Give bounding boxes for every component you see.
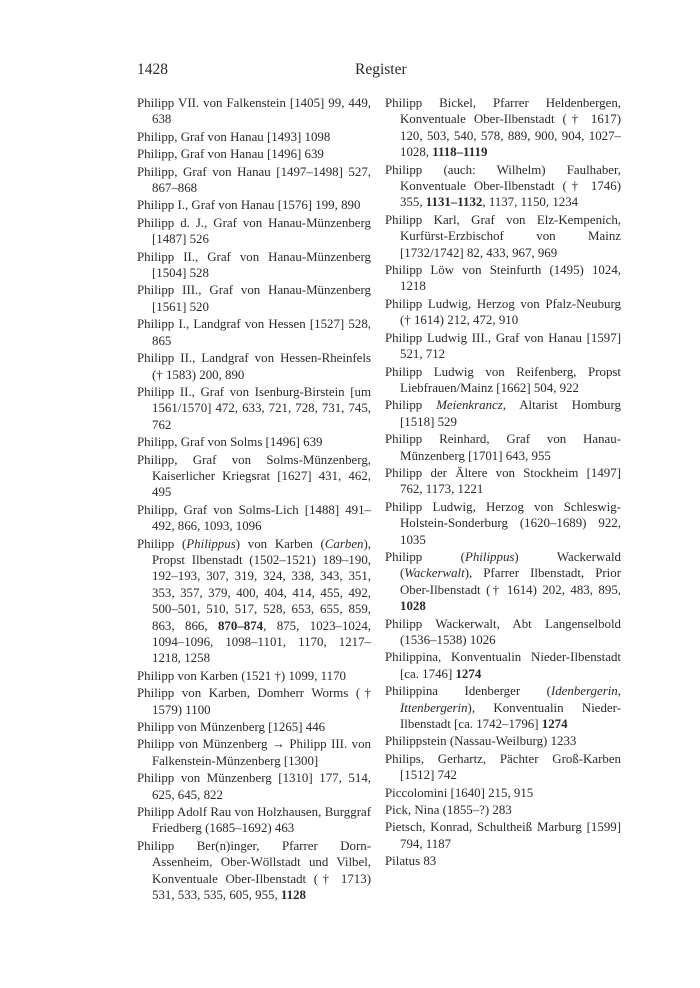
index-entry-text: Philipp, Graf von Hanau [1496] 639 (137, 147, 324, 162)
index-entry (137, 838, 371, 904)
index-entry-text: Pick, Nina (1855–?) 283 (385, 803, 512, 818)
index-entry (385, 853, 621, 869)
index-entry (385, 819, 621, 852)
index-entry-text: Philipp, Graf von Solms [1496] 639 (137, 435, 323, 450)
index-entry-text: Philippstein (Nassau-Weilburg) 1233 (385, 734, 577, 749)
index-entry-text: , 1137, 1150, 1234 (482, 195, 579, 210)
index-entry-text: Philipp von Karben, Domherr Worms († 1579) 1100 (137, 686, 371, 717)
index-entry-text: Philipp Ludwig, Herzog von Pfalz-Neuburg († 1614) 212, 472, 910 (385, 296, 621, 328)
index-entry-text: Philipp I., Landgraf von Hessen [1527] 528, 865 (137, 317, 371, 348)
index-entry (385, 785, 621, 801)
index-entry-text: Philipp ( (385, 549, 465, 564)
index-entry-text: 1128 (280, 888, 306, 903)
index-entry (137, 434, 371, 450)
index-entry-text: , Altarist Homburg [1518] 529 (400, 398, 621, 429)
index-entry-text: ), Pfarrer Ilbenstadt, Prior Ober-Ilbenstadt († 1614) 202, 483, 895, (400, 566, 621, 597)
index-entry (385, 549, 621, 615)
index-entry-text: Meienkrancz (436, 398, 503, 413)
index-entry-text: Pietsch, Konrad, Schultheiß Marburg [1599] 794, 1187 (385, 820, 621, 851)
index-entry-text: Philipp der Ältere von Stockheim [1497] 762, 1173, 1221 (385, 465, 621, 497)
index-entry-text: Philipp, Graf von Hanau [1493] 1098 (137, 129, 331, 144)
index-entry (385, 262, 621, 295)
index-entry-text: Philipp, Graf von Solms-Lich [1488] 491–492, 866, 1093, 1096 (137, 502, 371, 534)
index-entry (137, 452, 371, 501)
index-entry-text: Philipp Löw von Steinfurth (1495) 1024, 1218 (385, 263, 621, 294)
index-entry-text: Philipp VII. von Falkenstein [1405] 99, 449, 638 (137, 96, 371, 127)
index-entry-text: Philipp von Münzenberg [1265] 446 (137, 720, 326, 735)
index-entry-text: ), Konventualin Nieder-Ilbenstadt [ca. 1742–1796] (400, 700, 621, 732)
index-entry (137, 215, 371, 248)
index-entry-text: ) von Karben ( (235, 536, 325, 551)
index-entry (137, 536, 371, 667)
index-entry (137, 146, 371, 162)
index-entry (137, 736, 371, 769)
index-entry-text: Philipp Ludwig, Herzog von Schleswig-Holstein-Sonderburg (1620–1689) 922, 1035 (385, 499, 621, 547)
index-entry-text: Philipp von Münzenberg → Philipp III. von Falkenstein-Münzenberg [1300] (137, 737, 371, 768)
index-entry-text: Philipp III., Graf von Hanau-Münzenberg [1561] 520 (137, 283, 371, 314)
index-entry (385, 649, 621, 682)
index-entry-text: Philipp Bickel, Pfarrer Heldenbergen, Konventuale Ober-Ilbenstadt († 1617) 120, 503, 540, 578, 889, 900, 904, 1027–1028, (385, 96, 621, 160)
index-entry (137, 282, 371, 315)
index-entry-text: ) Wackerwald ( (400, 549, 621, 581)
index-entry (385, 499, 621, 548)
index-entry-text: Philipp (385, 398, 437, 413)
index-entry (137, 804, 371, 837)
index-entry (385, 802, 621, 818)
index-entry-text: , 875, 1023–1024, 1094–1096, 1098–1101, 1170, 1217–1218, 1258 (152, 618, 371, 666)
index-entry-text: Philipp Karl, Graf von Elz-Kempenich, Kurfürst-Erzbischof von Mainz [1732/1742] 82, 433, 967, 969 (385, 212, 621, 260)
index-entry-text: Philipp d. J., Graf von Hanau-Münzenberg [1487] 526 (137, 215, 371, 247)
index-entry (137, 129, 371, 145)
index-entry (385, 397, 621, 430)
index-entry-text: Philipp II., Graf von Isenburg-Birstein [um 1561/1570] 472, 633, 721, 728, 731, 745, 762 (137, 384, 371, 432)
index-entry-text: Philipp Ludwig III., Graf von Hanau [1597] 521, 712 (385, 330, 621, 362)
index-entry-text: Philippus (186, 536, 236, 551)
index-entry-text: ), Propst Ilbenstadt (1502–1521) 189–190, 192–193, 307, 319, 324, 338, 343, 351, 353, 357, 379, 400, 404, 414, 455, 492, 500–501, 510, 517, 528, 653, 655, 859, 863, 866, (152, 536, 372, 633)
index-entry (137, 719, 371, 735)
index-entry (137, 316, 371, 349)
index-entry-text: Philipp (auch: Wilhelm) Faulhaber, Konventuale Ober-Ilbenstadt († 1746) 355, (385, 162, 621, 210)
index-entry-text: Philippina Idenberger ( (385, 684, 551, 699)
index-entry-text: Philipp von Münzenberg [1310] 177, 514, 625, 645, 822 (137, 771, 371, 802)
index-entry-text: , (617, 684, 621, 699)
index-entry-text: 1131–1132 (425, 195, 483, 210)
index-entry-text: 1028 (400, 599, 426, 614)
index-entry-text: Philipp II., Graf von Hanau-Münzenberg [1504] 528 (137, 249, 371, 281)
index-entry (385, 683, 621, 732)
index-entry-text: Ittenbergerin (400, 700, 468, 715)
index-entry (137, 197, 371, 213)
running-head: Register (355, 61, 407, 78)
index-entry-text: Philipp, Graf von Solms-Münzenberg, Kaiserlicher Kriegsrat [1627] 431, 462, 495 (137, 452, 371, 500)
index-entry-text: Philipp Adolf Rau von Holzhausen, Burggraf Friedberg (1685–1692) 463 (137, 805, 371, 836)
index-entry (385, 733, 621, 749)
index-entry (137, 384, 371, 433)
index-entry-text: Piccolomini [1640] 215, 915 (385, 785, 534, 800)
index-entry (385, 162, 621, 211)
index-entry-text: Philipp I., Graf von Hanau [1576] 199, 890 (137, 198, 361, 213)
index-entry-text: Philips, Gerhartz, Pächter Groß-Karben [1512] 742 (385, 751, 621, 783)
index-entry (137, 350, 371, 383)
index-entry-text: Wackerwalt (404, 566, 465, 581)
index-entry-text: Carben (324, 536, 364, 551)
index-entry-text: Philipp von Karben (1521 †) 1099, 1170 (137, 668, 346, 683)
index-entry (137, 685, 371, 718)
index-entry (385, 330, 621, 363)
index-entry-text: Philipp Ludwig von Reifenberg, Propst Liebfrauen/Mainz [1662] 504, 922 (385, 364, 621, 395)
index-entry (385, 616, 621, 649)
index-entry-text: Philippus (464, 549, 515, 564)
index-entry-text: Philipp, Graf von Hanau [1497–1498] 527, 867–868 (137, 164, 371, 196)
index-entry-text: 1274 (455, 666, 482, 681)
index-entry (137, 668, 371, 684)
index-entry-text: Philipp Reinhard, Graf von Hanau-Münzenberg [1701] 643, 955 (385, 432, 621, 463)
index-entry-text: Pilatus 83 (385, 854, 437, 869)
index-entry-text: Philipp ( (137, 536, 187, 551)
index-entry-text: Philipp Ber(n)inger, Pfarrer Dorn-Assenheim, Ober-Wöllstadt und Vilbel, Konventuale Ober-Ilbenstadt († 1713) 531, 533, 535, 605, 955, (137, 838, 371, 903)
index-column-right (385, 95, 621, 871)
index-column-left (137, 95, 371, 905)
page-number: 1428 (137, 61, 168, 78)
index-entry-text: 1118–1119 (432, 145, 488, 160)
index-entry-text: Philippina, Konventualin Nieder-Ilbenstadt [ca. 1746] (385, 650, 621, 681)
index-entry (385, 364, 621, 397)
index-entry-text: Philipp Wackerwalt, Abt Langenselbold (1536–1538) 1026 (385, 616, 621, 647)
index-entry (137, 95, 371, 128)
index-entry (385, 95, 621, 161)
index-entry-text: 870–874 (217, 618, 264, 633)
index-entry (385, 751, 621, 784)
index-entry (385, 296, 621, 329)
index-entry (137, 502, 371, 535)
index-entry (137, 249, 371, 282)
index-entry (385, 431, 621, 464)
index-entry (385, 465, 621, 498)
index-entry-text: Idenbergerin (550, 684, 618, 699)
index-entry (137, 770, 371, 803)
index-entry-text: Philipp II., Landgraf von Hessen-Rheinfels († 1583) 200, 890 (137, 351, 371, 382)
index-entry (137, 164, 371, 197)
index-entry (385, 212, 621, 261)
index-entry-text: 1274 (541, 717, 568, 732)
